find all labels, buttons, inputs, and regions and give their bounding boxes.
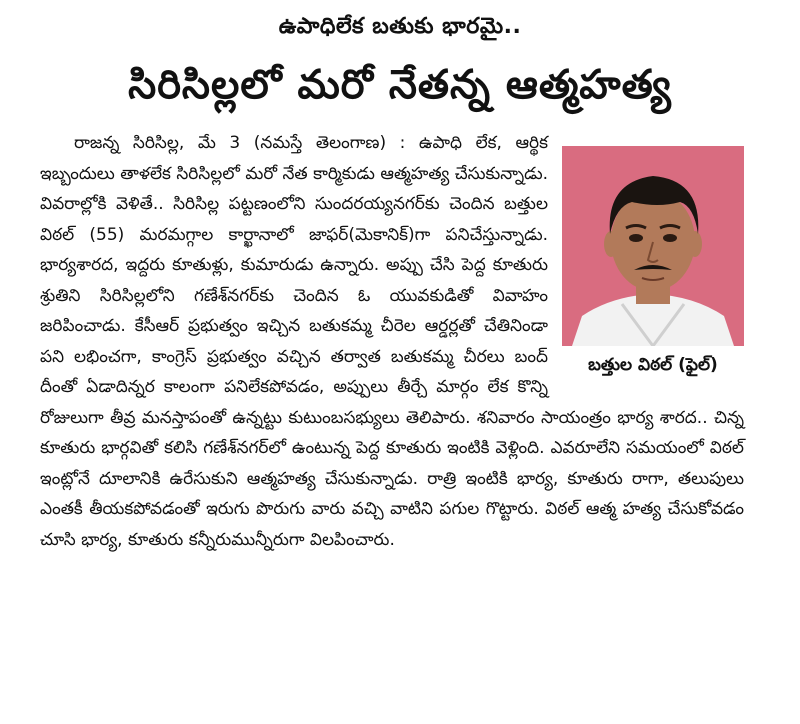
main-headline: సిరిసిల్లలో మరో నేతన్న ఆత్మహత్య xyxy=(128,62,672,108)
article-body xyxy=(40,128,744,555)
photo-caption: బత్తుల విఠల్ (ఫైల్) xyxy=(588,355,718,375)
photo-block xyxy=(562,146,744,378)
article-text: రాజన్న సిరిసిల్ల, మే 3 (నమస్తే తెలంగాణ) : ఉపాధి లేక, ఆర్థిక ఇబ్బందులు తాళలేక సిరిసిల్లలో మరో నేత కార్మికుడు ఆత్మహత్య చేసుకున్నాడు. వివరాల్లోకి వెళితే.. సిరిసిల్ల పట్టణంలోని సుందరయ్యనగర్‌కు చెందిన బత్తుల విఠల్ (55) మరమగ్గాల కార్ఖానాలో జాఫర్(మెకానిక్)గా పనిచేస్తున్నాడు. భార్యశారద, ఇద్దరు కూతుళ్లు, కుమారుడు ఉన్నారు. అప్పు చేసి పెద్ద కూతురు శ్రుతిని సిరిసిల్లలోని గణేశ్‌నగర్‌కు చెందిన ఓ యువకుడితో వివాహం జరిపించాడు. కేసీఆర్ ప్రభుత్వం ఇచ్చిన బతుకమ్మ చీరెల ఆర్డర్లతో చేతినిండా పని లభించగా, కాంగ్రెస్ ప్రభుత్వం వచ్చిన తర్వాత బతుకమ్మ చీరలు బంద్ దీంతో ఏడాదిన్నర కాలంగా పనిలేకపోవడం, అప్పులు తీర్చే మార్గం లేక కొన్ని రోజులుగా తీవ్ర మనస్తాపంతో ఉన్నట్టు కుటుంబసభ్యులు తెలిపారు. శనివారం సాయంత్రం భార్య శారద.. చిన్న కూతురు భార్గవితో కలిసి గణేశ్‌నగర్‌లో ఉంటున్న పెద్ద కూతురు ఇంటికి వెళ్లింది. ఎవరూలేని సమయంలో విఠల్ ఇంట్లోనే దూలానికి ఉరేసుకుని ఆత్మహత్య చేసుకున్నాడు. రాత్రి ఇంటికి భార్య, కూతురు రాగా, తలుపులు ఎంతకీ తీయకపోవడంతో ఇరుగు పొరుగు వారు వచ్చి వాటిని పగుల గొట్టారు. విఠల్ ఆత్మ హత్య చేసుకోవడం చూసి భార్య, కూతురు కన్నీరుమున్నీరుగా విలపించారు. xyxy=(40,133,744,550)
portrait-image xyxy=(562,146,744,346)
victim-photo xyxy=(562,146,744,346)
kicker-headline: ఉపాధిలేక బతుకు భారమై.. xyxy=(278,14,522,39)
